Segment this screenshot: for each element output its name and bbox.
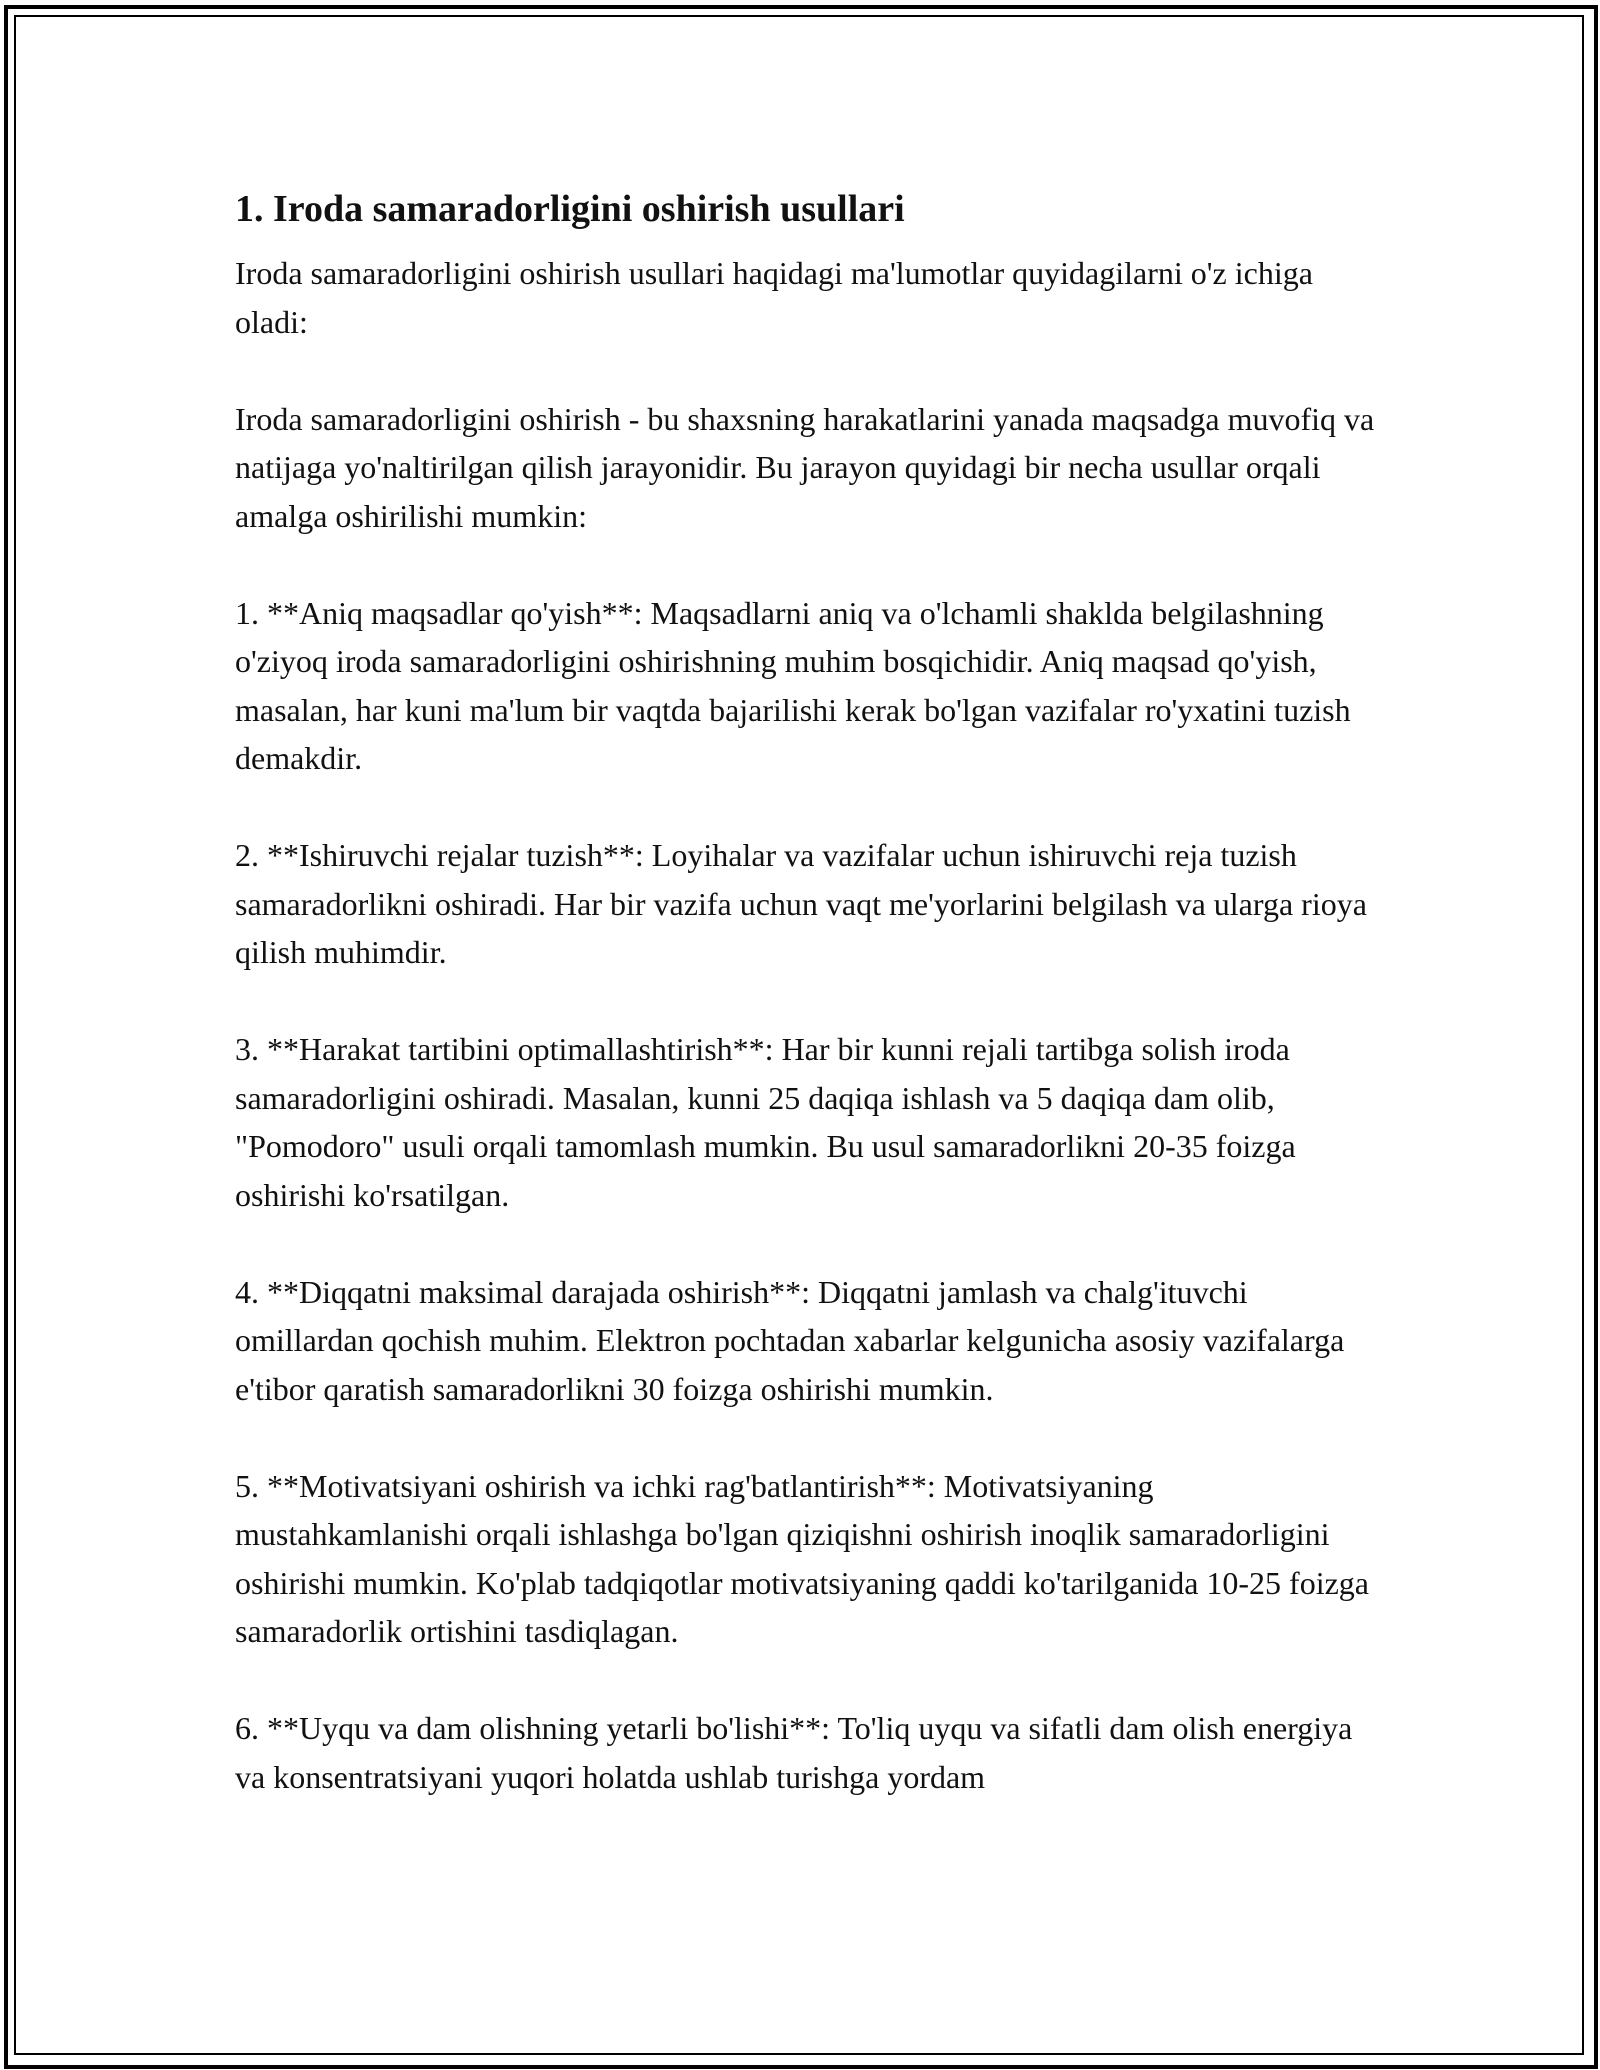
intro-paragraph: Iroda samaradorligini oshirish usullari haqidagi ma'lumotlar quyidagilarni o'z ichiga oladi:: [235, 255, 1313, 340]
list-item-2: 2. **Ishiruvchi rejalar tuzish**: Loyihalar va vazifalar uchun ishiruvchi reja tuzish samaradorlikni oshiradi. Har bir vazifa uchun vaqt me'yorlarini belgilash va ularga rioya qilish muhimdir.: [235, 837, 1367, 970]
document-body: [235, 185, 1385, 1850]
list-item-4: 4. **Diqqatni maksimal darajada oshirish**: Diqqatni jamlash va chalg'ituvchi omillardan qochish muhim. Elektron pochtadan xabarlar kelgunicha asosiy vazifalarga e'tibor qaratish samaradorlikni 30 foizga oshirishi mumkin.: [235, 1273, 1345, 1407]
definition-paragraph: Iroda samaradorligini oshirish - bu shaxsning harakatlarini yanada maqsadga muvofiq va natijaga yo'naltirilgan qilish jarayonidir. Bu jarayon quyidagi bir necha usullar orqali amalga oshirilishi mumkin:: [235, 400, 1375, 534]
list-item-3: 3. **Harakat tartibini optimallashtirish**: Har bir kunni rejali tartibga solish iroda samaradorligini oshiradi. Masalan, kunni 25 daqiqa ishlash va 5 daqiqa dam olib, "Pomodoro" usuli orqali tamomlash mumkin. Bu usul samaradorlikni 20-35 foizga oshirishi ko'rsatilgan.: [235, 1031, 1296, 1213]
list-item-6: 6. **Uyqu va dam olishning yetarli bo'lishi**: To'liq uyqu va sifatli dam olish energiya va konsentratsiyani yuqori holatda ushlab turishga yordam: [235, 1710, 1353, 1795]
list-item-1: 1. **Aniq maqsadlar qo'yish**: Maqsadlarni aniq va o'lchamli shaklda belgilashning o'ziyoq iroda samaradorligini oshirishning muhim bosqichidir. Aniq maqsad qo'yish, masalan, har kuni ma'lum bir vaqtda bajarilishi kerak bo'lgan vazifalar ro'yxatini tuzish demakdir.: [235, 594, 1351, 776]
document-title: 1. Iroda samaradorligini oshirish usullari: [235, 188, 905, 230]
list-item-5: 5. **Motivatsiyani oshirish va ichki rag'batlantirish**: Motivatsiyaning mustahkamlanishi orqali ishlashga bo'lgan qiziqishni oshirish inoqlik samaradorligini oshirishi mumkin. Ko'plab tadqiqotlar motivatsiyaning qaddi ko'tarilganida 10-25 foizga samaradorlik ortishini tasdiqlagan.: [235, 1467, 1369, 1649]
